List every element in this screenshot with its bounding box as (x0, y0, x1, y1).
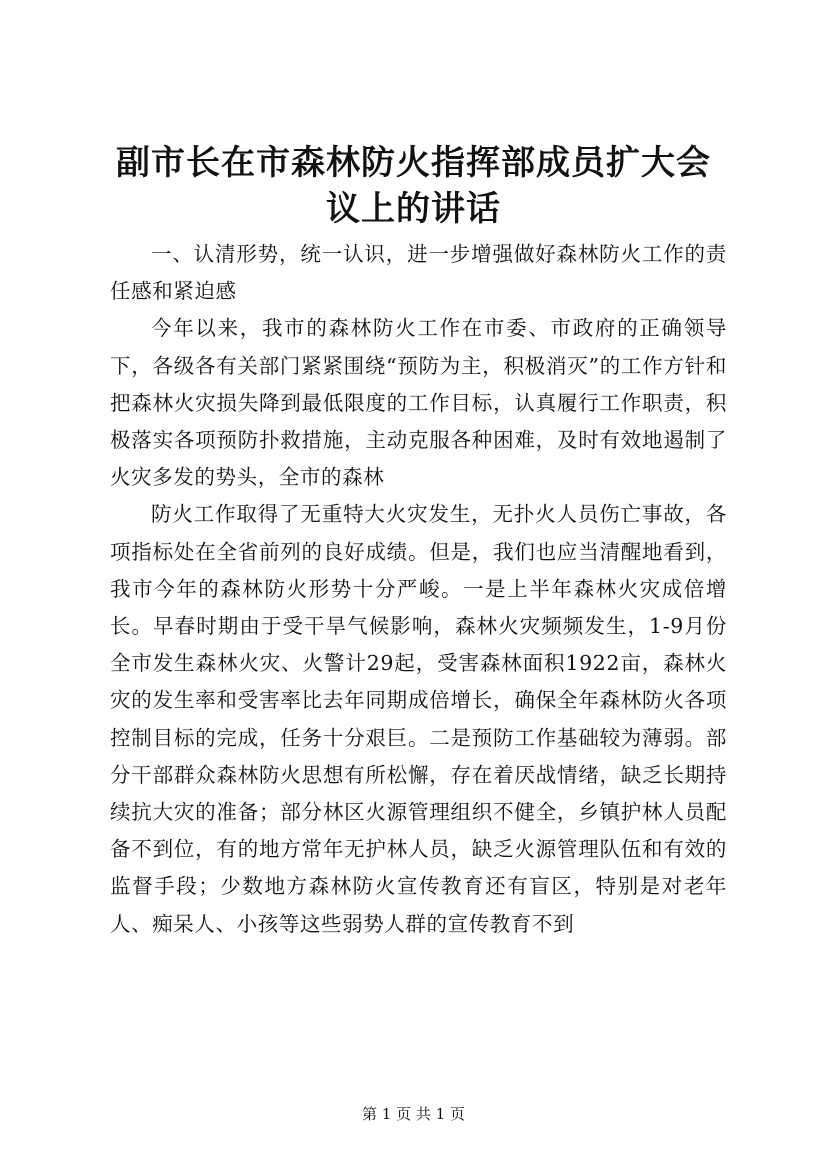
paragraph-3: 防火工作取得了无重特大火灾发生，无扑火人员伤亡事故，各项指标处在全省前列的良好成绩。但是，我们也应当清醒地看到，我市今年的森林防火形势十分严峻。一是上半年森林火灾成倍增长。早春时期由于受干旱气候影响，森林火灾频频发生，1-9月份全市发生森林火灾、火警计29起，受害森林面积1922亩，森林火灾的发生率和受害率比去年同期成倍增长，确保全年森林防火各项控制目标的完成，任务十分艰巨。二是预防工作基础较为薄弱。部分干部群众森林防火思想有所松懈，存在着厌战情绪，缺乏长期持续抗大灾的准备；部分林区火源管理组织不健全，乡镇护林人员配备不到位，有的地方常年无护林人员，缺乏火源管理队伍和有效的监督手段；少数地方森林防火宣传教育还有盲区，特别是对老年人、痴呆人、小孩等这些弱势人群的宣传教育不到 (110, 502, 727, 936)
document-title: 副市长在市森林防火指挥部成员扩大会议上的讲话 (116, 143, 711, 229)
document-body (110, 236, 727, 943)
paragraph-2: 今年以来，我市的森林防火工作在市委、市政府的正确领导下，各级各有关部门紧紧围绕“预防为主，积极消灭”的工作方针和把森林火灾损失降到最低限度的工作目标，认真履行工作职责，积极落实各项预防扑救措施，主动克服各种困难，及时有效地遏制了火灾多发的势头，全市的森林 (110, 316, 727, 490)
page-number-footer: 第 1 页 共 1 页 (362, 1105, 465, 1123)
paragraph-heading-1: 一、认清形势，统一认识，进一步增强做好森林防火工作的责任感和紧迫感 (110, 242, 727, 304)
